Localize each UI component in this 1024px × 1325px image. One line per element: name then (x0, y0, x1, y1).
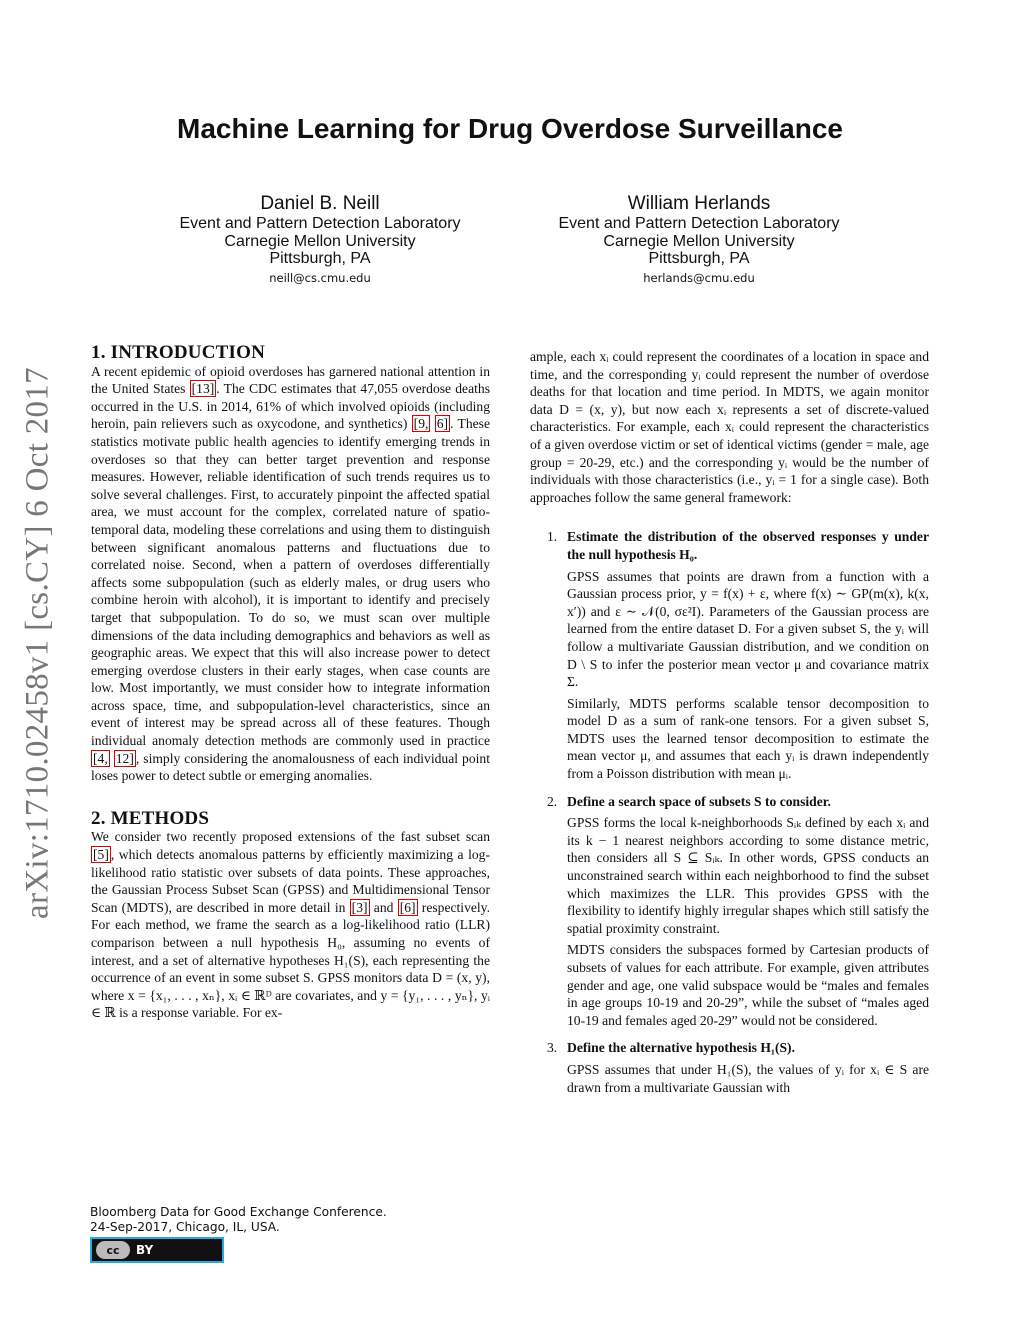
author-name: William Herlands (627, 193, 771, 214)
methods-paragraph: We consider two recently proposed extensions of the fast subset scan [5] , which detects anomalous patterns by efficiently maximizing a log-likelihood ratio statistic over subsets of data points. These approaches, the Gaussian Process Subset Scan (GPSS) and Multidimensional Tensor Scan (MDTS), are described in more detail in [3] and [6] respectively. For each method, we frame the search as a log-likelihood ratio (LLR) comparison between a null hypothesis H₀, assuming no events of interest, and a set of alternative hypotheses H₁(S), each representing the occurrence of an event in some subset S. GPSS monitors data D = (x, y), where x = {x₁, . . . , xₙ}, xᵢ ∈ ℝᴰ are covariates, and y = {y₁, . . . , yₙ}, yᵢ ∈ ℝ is a response variable. For ex- (91, 829, 490, 1021)
step-paragraph: GPSS assumes that under H₁(S), the values of yᵢ for xᵢ ∈ S are drawn from a multivariate Gaussian with (567, 1061, 929, 1095)
list-item (530, 1039, 929, 1096)
paper-title: Machine Learning for Drug Overdose Surveillance (177, 113, 843, 144)
citation-link[interactable]: 12] (115, 750, 134, 766)
citation-link[interactable]: 6] (436, 416, 449, 432)
step-paragraph: GPSS assumes that points are drawn from a function with a Gaussian process prior, y = f(x) + ε, where f(x) ∼ GP(m(x), k(x, x′)) and ε ∼ 𝒩(0, σε²I). Parameters of the Gaussian process are learned from the entire dataset D. For a given subset S, the yᵢ will follow a multivariate Gaussian distribution, and we condition on D \ S to infer the posterior mean vector μ and covariance matrix Σ. (567, 568, 929, 690)
citation-link[interactable]: [4, (93, 750, 108, 766)
citation-link[interactable]: [6] (399, 899, 416, 915)
author-lab: Event and Pattern Detection Laboratory (179, 215, 461, 232)
author-university: Carnegie Mellon University (224, 232, 416, 250)
author-university: Carnegie Mellon University (603, 232, 795, 250)
citation-link[interactable]: [9, (413, 416, 429, 432)
step-paragraph: GPSS forms the local k-neighborhoods Sᵢₖ defined by each xᵢ and its k − 1 nearest neighbors according to some distance metric, then considers all S ⊆ Sᵢₖ. In other words, GPSS conducts an unconstrained search within each neighborhood to find the subset which maximizes the LLR. This provides GPSS with the flexibility to identify highly irregular shapes which still satisfy the spatial proximity constraint. (567, 815, 929, 936)
framework-intro-paragraph: ample, each xᵢ could represent the coordinates of a location in space and time, and the corresponding yᵢ could represent the number of overdose deaths for that location and time period. In MDTS, we again monitor data D = (x, y), but now each xᵢ represents a set of discrete-valued characteristics. For example, each xᵢ could represent the characteristics of a given overdose victim or set of identical victims (gender = male, age group = 20-29, etc.) and the corresponding yᵢ would be the number of individuals with those characteristics (i.e., yᵢ = 1 for a single case). Both approaches follow the same general framework: (530, 349, 929, 505)
author-email[interactable]: herlands@cmu.edu (643, 270, 755, 285)
step-number: 3. (547, 1040, 558, 1056)
step-number: 1. (547, 529, 558, 545)
list-item (530, 793, 929, 1030)
arxiv-identifier: arXiv:1710.02458v1 [cs.CY] 6 Oct 2017 (19, 367, 56, 919)
introduction-paragraph: A recent epidemic of opioid overdoses has garnered national attention in the United States [13] . The CDC estimates that 47,055 overdose deaths occurred in the U.S. in 2014, 61% of which involved opioids (including heroin, pain relievers such as oxycodone, and synthetics) [9, 6] . These statistics motivate public health agencies to identify emerging trends in overdoses so that they can better target prevention and response measures. However, reliable identification of such trends requires us to solve several challenges. First, to accurately pinpoint the affected spatial area, we must account for the complex, correlated nature of spatio-temporal data, modeling these correlations and using them to distinguish between significant anomalous patterns and fluctuations due to correlated noise. Second, when a pattern of overdoses differentially affects some subpopulation (such as elderly males, or drug users who combine heroin with alcohol), it is important to identify and precisely target that subpopulation. To do so, we must scan over multiple dimensions of the data including demographics and behaviors as well as geographic areas. We expect that this will also increase power to detect emerging overdose clusters in their early stages, when case counts are low. Most importantly, we must consider how to integrate information across space, time, and subpopulation-level characteristics, since an event of interest may be spread across all of these features. Though individual anomaly detection methods are commonly used in practice [4, 12] , simply considering the anomalousness of each individual point loses power to detect subtle or emerging anomalies. (91, 363, 490, 784)
conference-footer (90, 1205, 387, 1235)
author-block (539, 193, 859, 287)
step-heading: Estimate the distribution of the observed responses y under the null hypothesis H₀. (567, 529, 929, 562)
step-paragraph: MDTS considers the subspaces formed by Cartesian products of subsets of values for each attribute. For example, given attributes gender and age, one valid subspace would be “males and females in age groups 10-19 and 20-29”, while the subset of “males aged 10-19 and females aged 20-29” would not be considered. (567, 942, 929, 1028)
citation-link[interactable]: [5] (93, 847, 109, 863)
citation-link[interactable]: [13] (191, 381, 215, 397)
list-item (530, 528, 929, 782)
cc-by-license-badge[interactable] (90, 1237, 224, 1263)
author-lab: Event and Pattern Detection Laboratory (558, 215, 840, 232)
attribution-label: BY (136, 1243, 154, 1257)
left-column (91, 344, 490, 1022)
author-email[interactable]: neill@cs.cmu.edu (269, 270, 371, 285)
step-paragraph: Similarly, MDTS performs scalable tensor decomposition to model D as a sum of rank-one tensors. For a given subset S, MDTS uses the learned tensor decomposition to estimate the mean vector μ, and assumes that each yᵢ is drawn independently from a Poisson distribution with mean μᵢ. (567, 695, 929, 782)
framework-steps-list (530, 528, 929, 1096)
conference-name: Bloomberg Data for Good Exchange Conference. (90, 1205, 387, 1219)
step-heading: Define the alternative hypothesis H₁(S). (567, 1040, 795, 1056)
step-heading: Define a search space of subsets S to consider. (567, 793, 831, 809)
author-city: Pittsburgh, PA (269, 250, 371, 267)
creative-commons-icon: cc (96, 1241, 130, 1259)
section-heading-introduction: 1. INTRODUCTION (91, 342, 266, 363)
step-number: 2. (547, 793, 558, 809)
section-heading-methods: 2. METHODS (91, 807, 210, 829)
author-block (160, 193, 480, 287)
right-column (530, 348, 929, 1106)
author-name: Daniel B. Neill (260, 193, 380, 214)
conference-date-location: 24-Sep-2017, Chicago, IL, USA. (90, 1220, 280, 1234)
author-city: Pittsburgh, PA (648, 250, 750, 267)
citation-link[interactable]: [3] (351, 899, 368, 915)
